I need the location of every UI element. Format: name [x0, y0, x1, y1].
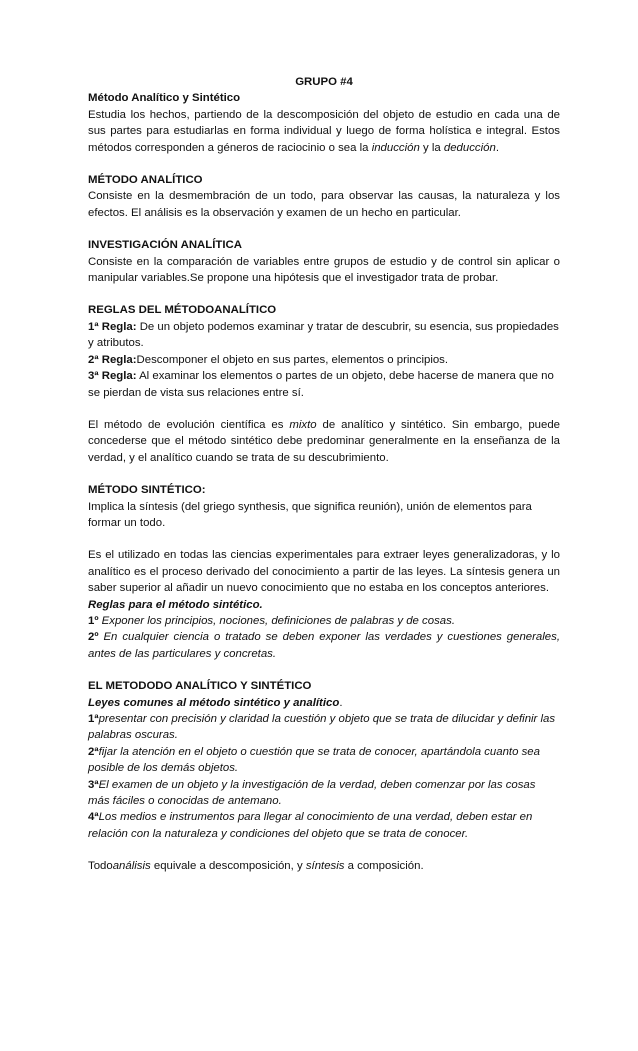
ley-4: 4ªLos medios e instrumentos para llegar al conocimiento de una verdad, deben estar en relación con la naturaleza y condiciones del objeto que se trata de conocer. — [88, 811, 533, 840]
ambos-section — [88, 678, 560, 842]
regla-3: 3ª Regla: Al examinar los elementos o partes de un objeto, debe hacerse de manera que no se pierdan de vista sus relaciones entre sí. — [88, 370, 554, 399]
metodo-sintetico-section — [88, 482, 560, 531]
reglas-sintetico-heading: Reglas para el método sintético. — [88, 598, 263, 611]
intro-heading: Método Analítico y Sintético — [88, 92, 241, 105]
final-section — [88, 858, 560, 874]
metodo-analitico-heading: MÉTODO ANALÍTICO — [88, 174, 203, 187]
intro-paragraph: Estudia los hechos, partiendo de la descomposición del objeto de estudio en cada una de sus partes para estudiarlas en forma individual y luego de forma holística e integral. Estos métodos corresponden a géneros de raciocinio o sea la inducción y la deducción. — [88, 108, 560, 154]
regla-2: 2ª Regla:Descomponer el objeto en sus partes, elementos o principios. — [88, 353, 449, 366]
regla-sintetico-1: 1º Exponer los principios, nociones, definiciones de palabras y de cosas. — [88, 614, 455, 627]
mixto-term: mixto — [289, 418, 317, 431]
reglas-analitico-heading: REGLAS DEL MÉTODOANALÍTICO — [88, 304, 277, 317]
metodo-analitico-section — [88, 172, 560, 221]
ley-3: 3ªEl examen de un objeto y la investigación de la verdad, deben comenzar por las cosas más fáciles o conocidas de antemano. — [88, 778, 536, 808]
regla-1: 1ª Regla: De un objeto podemos examinar y tratar de descubrir, su esencia, sus propiedades y atributos. — [88, 320, 559, 350]
ley-1: 1ªpresentar con precisión y claridad la cuestión y objeto que se trata de dilucidar y definir las palabras oscuras. — [88, 713, 556, 742]
investigacion-section — [88, 237, 560, 286]
document-page — [88, 74, 560, 891]
ambos-heading: EL METODODO ANALÍTICO Y SINTÉTICO — [88, 680, 312, 693]
investigacion-paragraph: Consiste en la comparación de variables entre grupos de estudio y de control sin aplicar o manipular variables.Se propone una hipótesis que el investigador trata de probar. — [88, 255, 560, 285]
induccion-term: inducción — [371, 141, 420, 154]
evolucion-section — [88, 417, 560, 466]
sintesis-term: síntesis — [305, 860, 345, 873]
deduccion-term: deducción — [443, 141, 496, 154]
metodo-sintetico-heading: MÉTODO SINTÉTICO: — [88, 484, 206, 497]
final-paragraph: Todoanálisis equivale a descomposición, y síntesis a composición. — [88, 860, 424, 873]
metodo-sintetico-paragraph: Implica la síntesis (del griego synthesis, que significa reunión), unión de elementos para formar un todo. — [88, 500, 532, 529]
evolucion-paragraph: El método de evolución científica es mixto de analítico y sintético. Sin embargo, puede concederse que el método sintético debe predominar generalmente en la enseñanza de la verdad, y el analítico cuando se trata de su descubrimiento. — [88, 418, 561, 464]
investigacion-heading: INVESTIGACIÓN ANALÍTICA — [88, 239, 242, 252]
regla-sintetico-2: 2º En cualquier ciencia o tratado se deben exponer las verdades y cuestiones generales, antes de las particulares y concretas. — [88, 631, 560, 660]
analisis-term: análisis — [112, 860, 151, 873]
leyes-heading-line: Leyes comunes al método sintético y analítico. — [88, 696, 343, 709]
metodo-analitico-paragraph: Consiste en la desmembración de un todo, para observar las causas, la naturaleza y los efectos. El análisis es la observación y examen de un hecho en particular. — [88, 190, 560, 219]
ley-2: 2ªfijar la atención en el objeto o cuestión que se trata de conocer, apartándola cuanto sea posible de los demás objetos. — [88, 745, 540, 775]
page-title: GRUPO #4 — [295, 76, 353, 88]
leyes-heading: Leyes comunes al método sintético y analítico — [88, 696, 340, 709]
ciencias-section — [88, 547, 560, 662]
intro-section — [88, 90, 560, 156]
reglas-analitico-section — [88, 302, 560, 400]
ciencias-paragraph: Es el utilizado en todas las ciencias experimentales para extraer leyes generalizadoras, y lo analítico es el proceso derivado del conocimiento a partir de las leyes. La síntesis genera un saber superior al añadir un nuevo conocimiento que no estaba en los conceptos anteriores. — [88, 549, 560, 595]
